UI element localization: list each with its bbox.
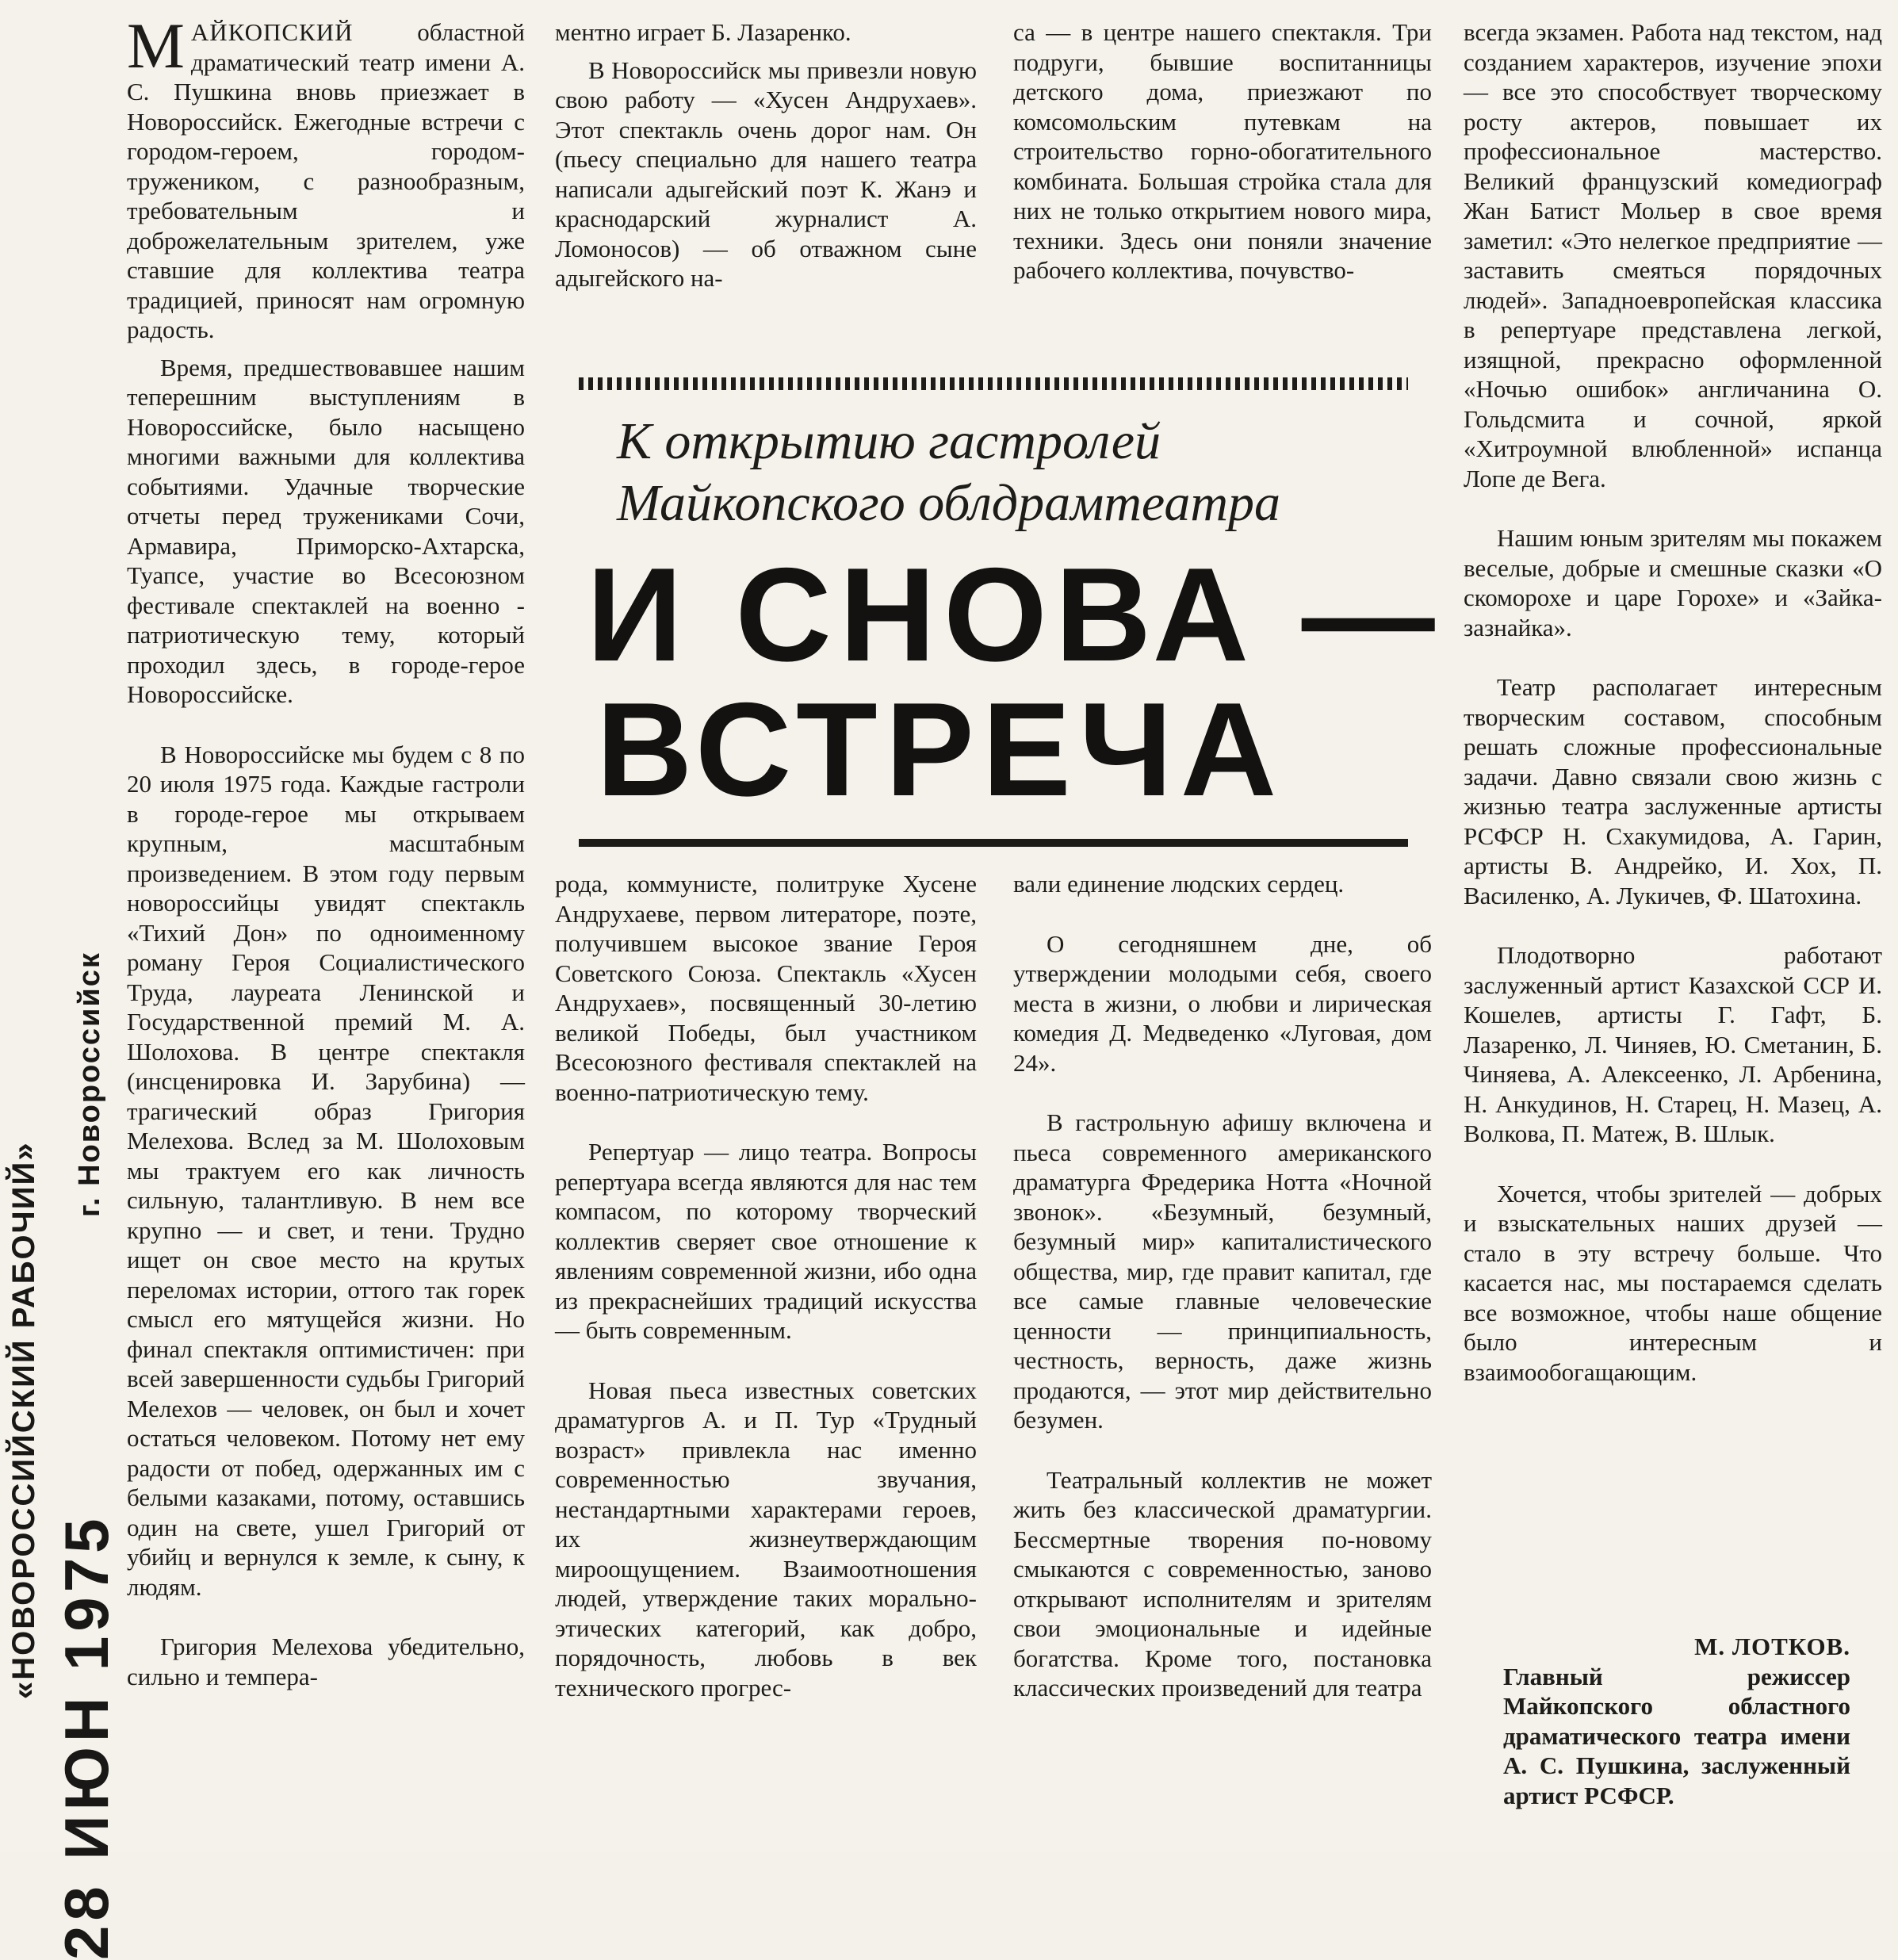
headline-top-rule (579, 377, 1408, 390)
paragraph: вали единение людских сердец. (1013, 870, 1345, 898)
headline-bottom-rule (579, 839, 1408, 847)
paragraph: В Новороссийск мы привезли новую свою работу — «Хусен Андрухаев». Этот спектакль очень дорог нам. Он (пьесу специально для нашего театра написали адыгейский поэт К. Жанэ и краснодарский журналист А. Ломоносов) — об отважном сыне адыгейского на- (555, 56, 977, 292)
date-stamp: 28 ИЮН 1975 (52, 1514, 121, 1960)
paragraph: всегда экзамен. Работа над текстом, над созданием характеров, изучение эпохи — все это способствует творческому росту актеров, повышает их профессиональное мастерство. Великий французский комедиограф Жан Батист Мольер в свое время заметил: «Это нелегкое предприятие — заставить смеяться порядочных людей». Западноевропейская классика в репертуаре представлена легкой, изящной, прекрасно оформленной «Ночью ошибок» англичанина О. Гольдсмита и сочной, яркой «Хитроумной влюбленной» испанца Лопе де Вега. (1464, 18, 1882, 492)
article-column-2-top (555, 17, 977, 293)
paragraph: Театр располагает интересным творческим составом, способным решать сложные профессиональные задачи. Давно связали свою жизнь с жизнью театра заслуженные артисты РСФСР Н. Схакумидова, А. Гарин, артисты В. Андрейко, И. Хох, П. Василенко, А. Лукичев, Ф. Шатохина. (1464, 673, 1882, 909)
article-kicker-line-1: К открытию гастролей (617, 412, 1161, 470)
lead-paragraph (127, 10, 525, 345)
paragraph: са — в центре нашего спектакля. Три подруги, бывшие воспитанницы детского дома, приезжают по комсомольским путевкам на строительство горно-обогатительного комбината. Большая стройка стала для них не только открытием нового мира, техники. Здесь они поняли значение рабочего коллектива, почувство- (1013, 18, 1432, 284)
paragraph: Новая пьеса известных советских драматургов А. и П. Тур «Трудный возраст» привлекла нас именно современностью звучания, нестандартными характерами героев, их жизнеутверждающим мироощущением. Взаимоотношения людей, утверждение таких морально-этических категорий, как добро, порядочность, любовь в век технического прогрес- (555, 1376, 977, 1702)
paragraph: Нашим юным зрителям мы покажем веселые, добрые и смешные сказки «О скоморохе и царе Горохе» и «Зайка-зазнайка». (1464, 524, 1882, 641)
article-column-4 (1464, 17, 1882, 1387)
article-column-1 (127, 10, 525, 1691)
city-stamp: г. Новороссийск (73, 951, 106, 1217)
paragraph: О сегодняшнем дне, об утверждении молодыми себя, своего места в жизни, о любви и лирическая комедия Д. Медведенко «Луговая, дом 24». (1013, 929, 1432, 1077)
paragraph: Театральный коллектив не может жить без классической драматургии. Бессмертные творения по-новому смыкаются с современностью, заново открывают исполнителям и зрителям свои эмоциональные и идейные богатства. Кроме того, постановка классических произведений для театра (1013, 1465, 1432, 1702)
paragraph: Время, предшествовавшее нашим теперешним выступлениям в Новороссийске, было насыщено многими важными для коллектива событиями. Удачные творческие отчеты перед тружениками Сочи, Армавира, Приморско-Ахтарска, Туапсе, участие во Всесоюзном фестивале спектаклей на военно - патриотическую тему, который проходил здесь, в городе-герое Новороссийске. (127, 353, 525, 708)
article-column-2-bottom (555, 869, 977, 1702)
paragraph: Григория Мелехова убедительно, сильно и темпера- (127, 1633, 525, 1690)
article-headline-line-1: И СНОВА — (587, 540, 1443, 689)
author-title: Главный режиссер Майкопского областного драматического театра имени А. С. Пушкина, заслуженный артист РСФСР. (1503, 1662, 1850, 1809)
paragraph-text: областной драматический театр имени А. С. Пушкина вновь приезжает в Новороссийск. Ежегодные встречи с городом-героем, городом-тружеником, с разнообразным, требовательным и доброжелательным зрителем, уже ставшие для коллектива театра традицией, приносят нам огромную радость. (127, 18, 525, 343)
article-headline-line-2: ВСТРЕЧА (596, 675, 1285, 824)
paragraph: ментно играет Б. Лазаренко. (555, 18, 851, 46)
article-column-3-bottom (1013, 869, 1432, 1703)
article-column-3-top (1013, 17, 1432, 285)
paragraph: В Новороссийске мы будем с 8 по 20 июля 1975 года. Каждые гастроли в городе-герое мы открываем крупным, масштабным произведением. В этом году первым новороссийцы увидят спектакль «Тихий Дон» по одноименному роману Героя Социалистического Труда, лауреата Ленинской и Государственной премий М. А. Шолохова. В центре спектакля (инсценировка И. Зарубина) — трагический образ Григория Мелехова. Вслед за М. Шолоховым мы трактуем его как личность сильную, талантливую. В нем все крупно — и свет, и тени. Трудно ищет он свое место на крутых переломах истории, оттого так горек смысл его мятущейся жизни. Но финал спектакля оптимистичен: при всей завершенности судьбы Григорий Мелехов — человек, он был и хочет остаться человеком. Потому нет ему радости от побед, одержанных им с белыми казаками, потому, оставшись один на свете, ушел Григорий от убийц и вернулся к земле, к сыну, к людям. (127, 740, 525, 1601)
drop-cap: М (127, 10, 185, 82)
paragraph: Репертуар — лицо театра. Вопросы репертуара всегда являются для нас тем компасом, по которому творческий коллектив сверяет свое отношение к явлениям современной жизни, ибо одна из прекраснейших традиций искусства — быть современным. (555, 1138, 977, 1344)
paragraph: Хочется, чтобы зрителей — добрых и взыскательных наших друзей — стало в эту встречу больше. Что касается нас, мы постараемся сделать все возможное, чтобы наше общение было интересным и взаимообогащающим. (1464, 1179, 1882, 1386)
author-name: М. ЛОТКОВ. (1694, 1633, 1850, 1660)
author-signature (1503, 1632, 1850, 1810)
newspaper-name-stamp: «НОВОРОССИЙСКИЙ РАБОЧИЙ» (6, 1141, 41, 1699)
paragraph: рода, коммунисте, политруке Хусене Андрухаеве, первом литераторе, поэте, получившем высокое звание Героя Советского Союза. Спектакль «Хусен Андрухаев», посвященный 30-летию великой Победы, был участником Всесоюзного фестиваля спектаклей на военно-патриотическую тему. (555, 870, 977, 1106)
article-kicker-line-2: Майкопского облдрамтеатра (617, 474, 1281, 532)
lead-caps: АЙКОПСКИЙ (190, 18, 354, 46)
paragraph: Плодотворно работают заслуженный артист Казахской ССР И. Кошелев, артисты Г. Гафт, Б. Лазаренко, Л. Чиняев, Ю. Сметанин, Б. Чиняева, А. Алексеенко, Л. Арбенина, Н. Анкудинов, Н. Старец, Н. Мазец, А. Волкова, П. Матеж, В. Шлык. (1464, 941, 1882, 1147)
paragraph: В гастрольную афишу включена и пьеса современного американского драматурга Фредерика Нотта «Ночной звонок». «Безумный, безумный, безумный мир» капиталистического общества, мир, где правит капитал, где все самые главные человеческие ценности — принципиальность, честность, верность, даже жизнь продаются, — этот мир действительно безумен. (1013, 1108, 1432, 1434)
